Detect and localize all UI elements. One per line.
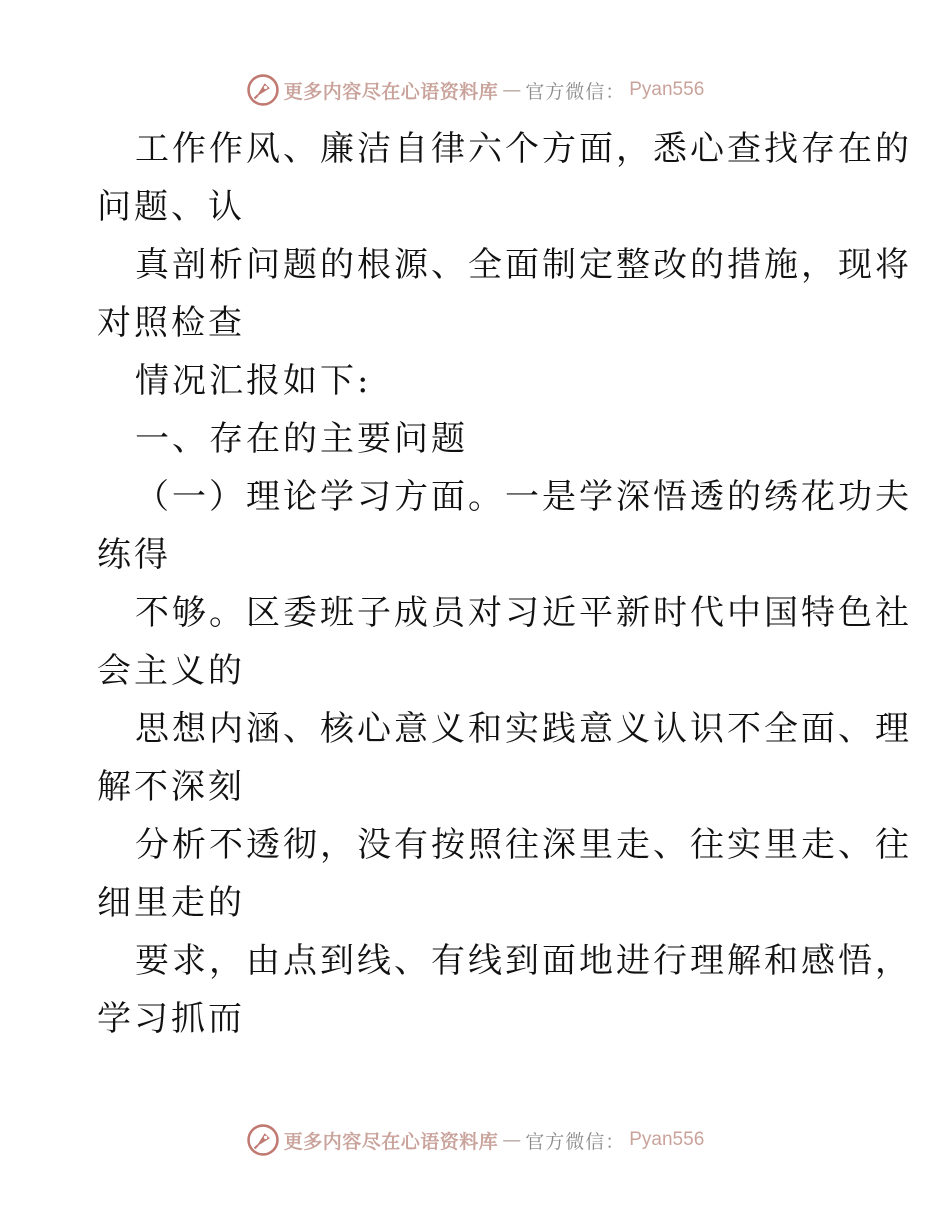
body-line: 对照检查	[97, 303, 245, 343]
body-line: 不够。区委班子成员对习近平新时代中国特色社	[135, 593, 912, 633]
watermark-label: 官方微信：	[525, 80, 626, 103]
body-line: 问题、认	[97, 187, 245, 227]
watermark-brand: 更多内容尽在心语资料库	[283, 1130, 499, 1153]
watermark-separator: —	[502, 1129, 522, 1151]
body-line: 要求，由点到线、有线到面地进行理解和感悟，	[135, 941, 912, 981]
watermark-separator: —	[502, 79, 522, 101]
watermark-brand: 更多内容尽在心语资料库	[283, 80, 499, 103]
body-line: 解不深刻	[97, 767, 245, 807]
body-line: 真剖析问题的根源、全面制定整改的措施，现将	[135, 245, 912, 285]
body-line: 细里走的	[97, 883, 245, 923]
body-line: 会主义的	[97, 651, 245, 691]
body-line: 思想内涵、核心意义和实践意义认识不全面、理	[135, 709, 912, 749]
body-line: 学习抓而	[97, 999, 245, 1039]
section-heading: 一、存在的主要问题	[135, 419, 468, 459]
pen-nib-logo-icon	[246, 1123, 280, 1157]
watermark-id: Pyan556	[629, 79, 705, 100]
body-line: 工作作风、廉洁自律六个方面，悉心查找存在的	[135, 129, 912, 169]
body-line: 分析不透彻，没有按照往深里走、往实里走、往	[135, 825, 912, 865]
pen-nib-logo-icon	[246, 73, 280, 107]
footer-watermark	[0, 1120, 950, 1160]
body-line: 练得	[97, 535, 171, 575]
header-watermark	[0, 70, 950, 110]
watermark-id: Pyan556	[629, 1129, 705, 1150]
body-line: 情况汇报如下:	[135, 361, 372, 401]
watermark-label: 官方微信：	[525, 1130, 626, 1153]
document-body	[97, 120, 912, 1048]
subsection-heading: （一）理论学习方面。一是学深悟透的绣花功夫	[135, 477, 912, 517]
